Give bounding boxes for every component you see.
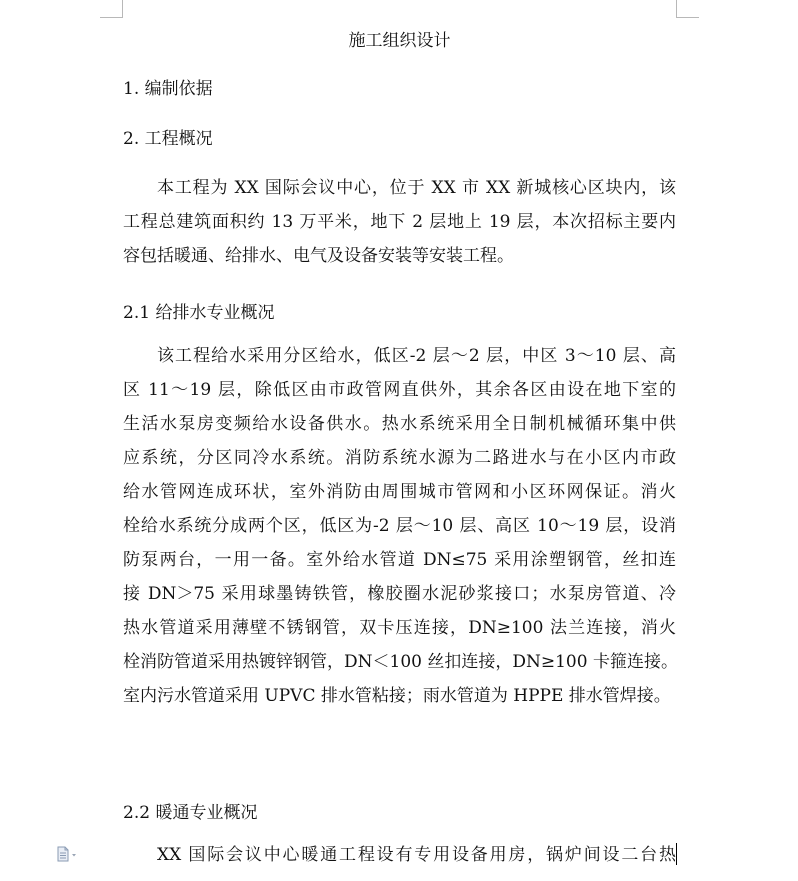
paragraph-line: 应系统，分区同冷水系统。消防系统水源为二路进水与在小区内市政 <box>123 448 676 468</box>
heading-compilation-basis: 1. 编制依据 <box>123 79 213 99</box>
paragraph-line: 防泵两台，一用一备。室外给水管道 DN≤75 采用涂塑钢管，丝扣连 <box>123 550 676 570</box>
paragraph-line: 生活水泵房变频给水设备供水。热水系统采用全日制机械循环集中供 <box>123 414 676 434</box>
document-options-icon[interactable] <box>57 846 79 862</box>
paragraph-line: 栓消防管道采用热镀锌钢管，DN＜100 丝扣连接，DN≥100 卡箍连接。 <box>123 652 678 672</box>
paragraph-hvac <box>123 838 676 872</box>
paragraph-line: 给水管网连成环状，室外消防由周围城市管网和小区环网保证。消火 <box>123 482 676 502</box>
page-corner-mark-left <box>100 0 123 18</box>
paragraph-line: XX 国际会议中心暖通工程设有专用设备用房，锅炉间设二台热 <box>157 845 676 865</box>
paragraph-line: 接 DN＞75 采用球墨铸铁管，橡胶圈水泥砂浆接口；水泵房管道、冷 <box>123 584 676 604</box>
document-options-icon-graphic <box>57 846 79 862</box>
paragraph-line: 热水管道采用薄壁不锈钢管，双卡压连接，DN≥100 法兰连接，消火 <box>123 618 676 638</box>
paragraph-line: 室内污水管道采用 UPVC 排水管粘接；雨水管道为 HPPE 排水管焊接。 <box>123 686 671 706</box>
document-page[interactable] <box>123 0 676 881</box>
paragraph-line: 本工程为 XX 国际会议中心，位于 XX 市 XX 新城核心区块内，该 <box>157 178 676 198</box>
paragraph-line: 区 11～19 层，除低区由市政管网直供外，其余各区由设在地下室的 <box>123 380 676 400</box>
heading-project-overview: 2. 工程概况 <box>123 129 213 149</box>
heading-water-supply-drainage: 2.1 给排水专业概况 <box>123 303 275 323</box>
heading-hvac: 2.2 暖通专业概况 <box>123 803 258 823</box>
paragraph-project-overview <box>123 171 676 273</box>
paragraph-line: 栓给水系统分成两个区，低区为-2 层～10 层、高区 10～19 层，设消 <box>123 516 676 536</box>
paragraph-line: 该工程给水采用分区给水，低区-2 层～2 层，中区 3～10 层、高 <box>157 346 676 366</box>
paragraph-line: 容包括暖通、给排水、电气及设备安装等安装工程。 <box>123 246 514 266</box>
paragraph-line: 工程总建筑面积约 13 万平米，地下 2 层地上 19 层，本次招标主要内 <box>123 212 676 232</box>
text-cursor <box>676 843 677 865</box>
document-title: 施工组织设计 <box>348 31 451 51</box>
page-corner-mark-right <box>676 0 699 18</box>
paragraph-water-supply-drainage <box>123 339 676 713</box>
